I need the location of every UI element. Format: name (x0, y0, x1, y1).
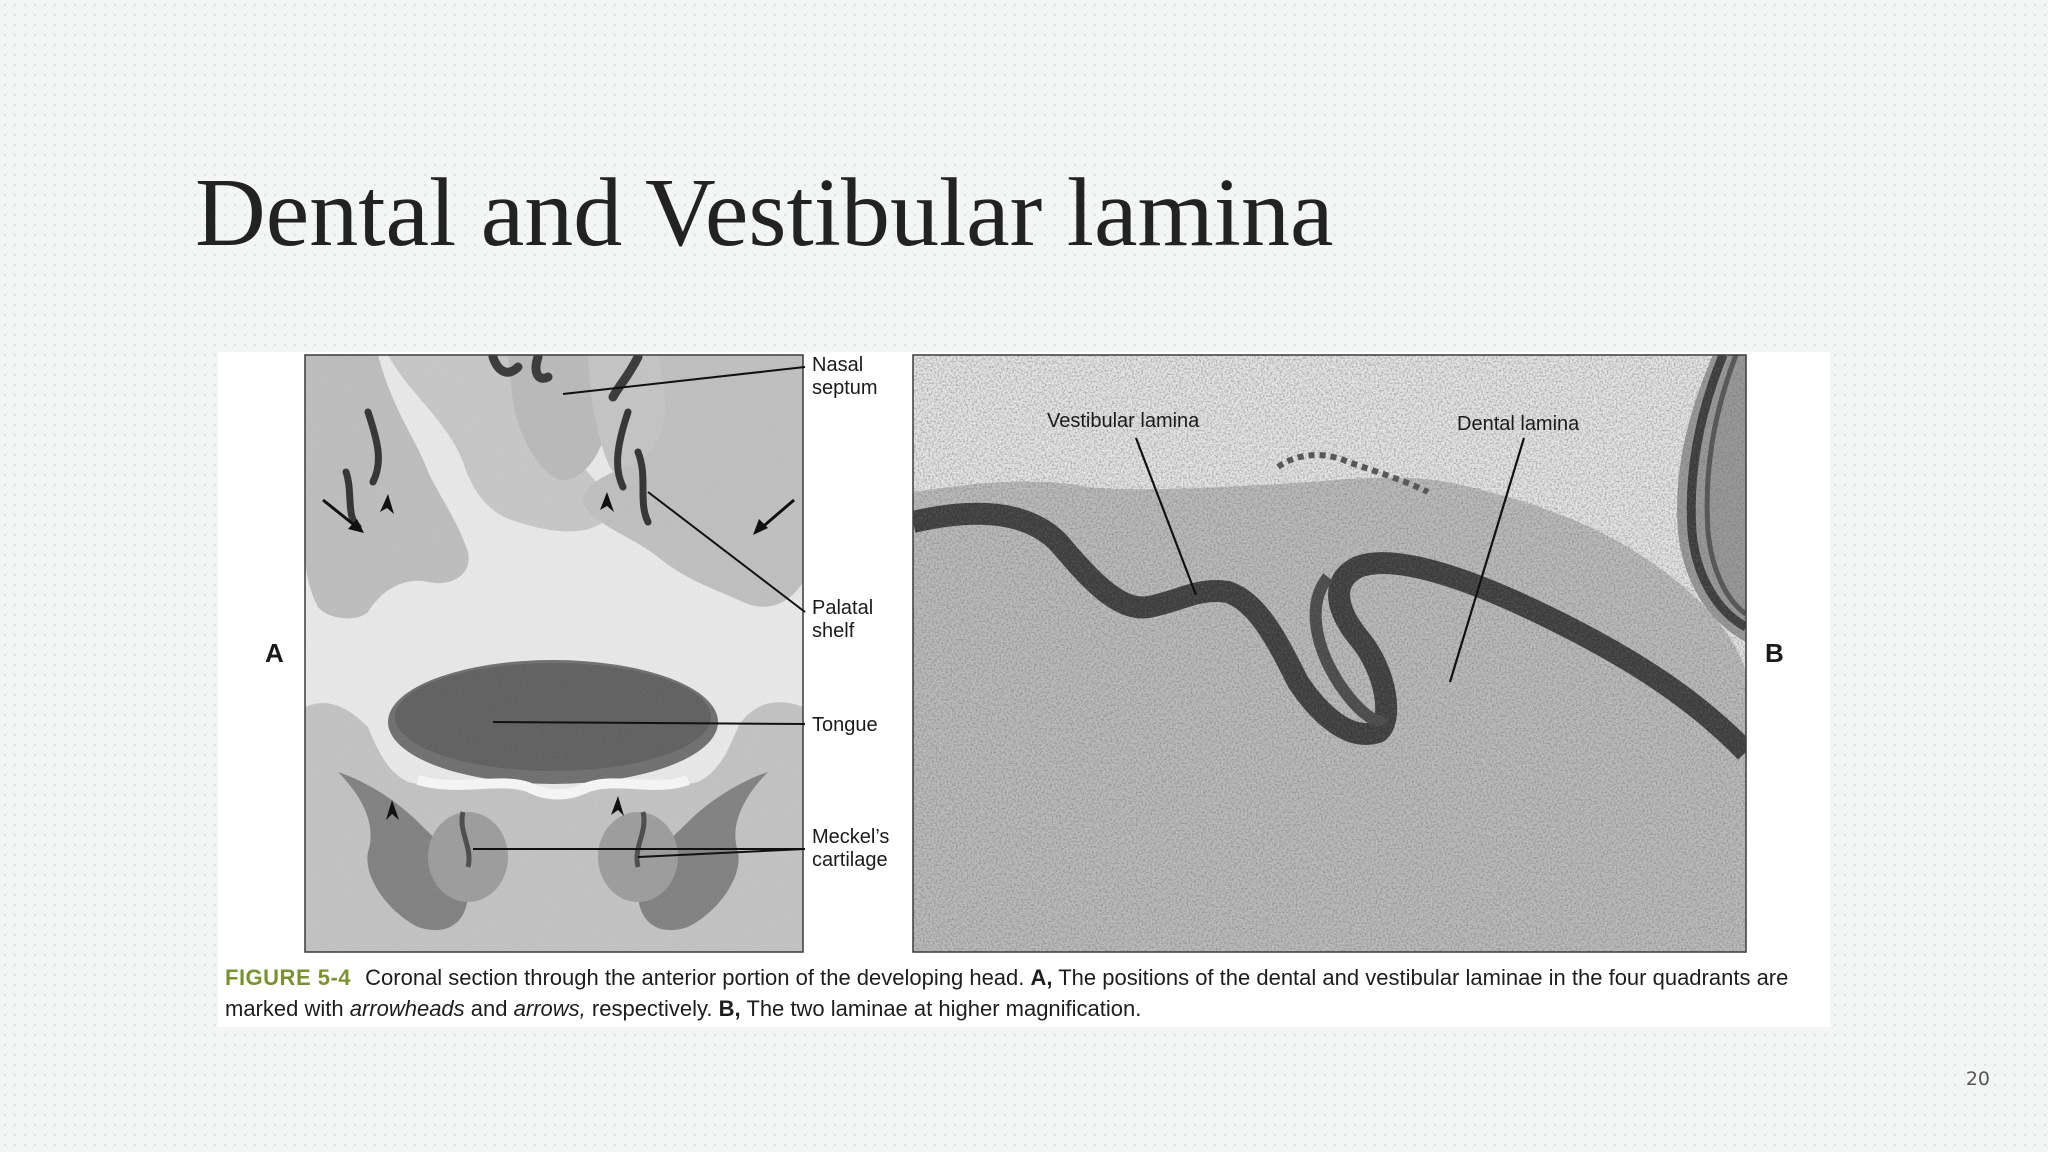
label-dental-lamina: Dental lamina (1457, 413, 1580, 435)
caption-figure-label: FIGURE 5-4 (225, 965, 352, 990)
page-number: 20 (1965, 1068, 1990, 1090)
label-meckels-cartilage-line1: Meckel’s (812, 826, 890, 848)
label-nasal-septum-line1: Nasal (812, 354, 864, 376)
slide-title: Dental and Vestibular lamina (195, 159, 1334, 267)
caption-text-3: The two laminae at higher magnification. (746, 996, 1142, 1021)
panel-a-micrograph (305, 355, 803, 952)
label-nasal-septum-line2: septum (812, 377, 878, 399)
figure-caption (225, 962, 1825, 1024)
caption-respectively: respectively. (591, 996, 713, 1021)
panel-b-letter: B (1765, 638, 1784, 668)
label-meckels-cartilage-line2: cartilage (812, 849, 888, 871)
caption-arrowheads: arrowheads (349, 996, 465, 1021)
caption-arrows: arrows, (513, 996, 586, 1021)
caption-text-2: The positions of the dental and vestibular laminae in the four quadrants are marked with (225, 965, 1789, 1021)
caption-marker-b: B, (718, 996, 741, 1021)
label-vestibular-lamina: Vestibular lamina (1047, 410, 1200, 432)
figure-5-4 (218, 352, 1830, 1027)
caption-and: and (470, 996, 508, 1021)
caption-text-1: Coronal section through the anterior portion of the developing head. (365, 965, 1025, 990)
panel-a-letter: A (265, 638, 284, 668)
label-palatal-shelf-line1: Palatal (812, 597, 874, 619)
micrograph-figure (218, 352, 1830, 962)
label-tongue: Tongue (812, 714, 878, 736)
label-palatal-shelf-line2: shelf (812, 620, 855, 642)
panel-b-micrograph (913, 355, 1746, 952)
caption-marker-a: A, (1030, 965, 1053, 990)
